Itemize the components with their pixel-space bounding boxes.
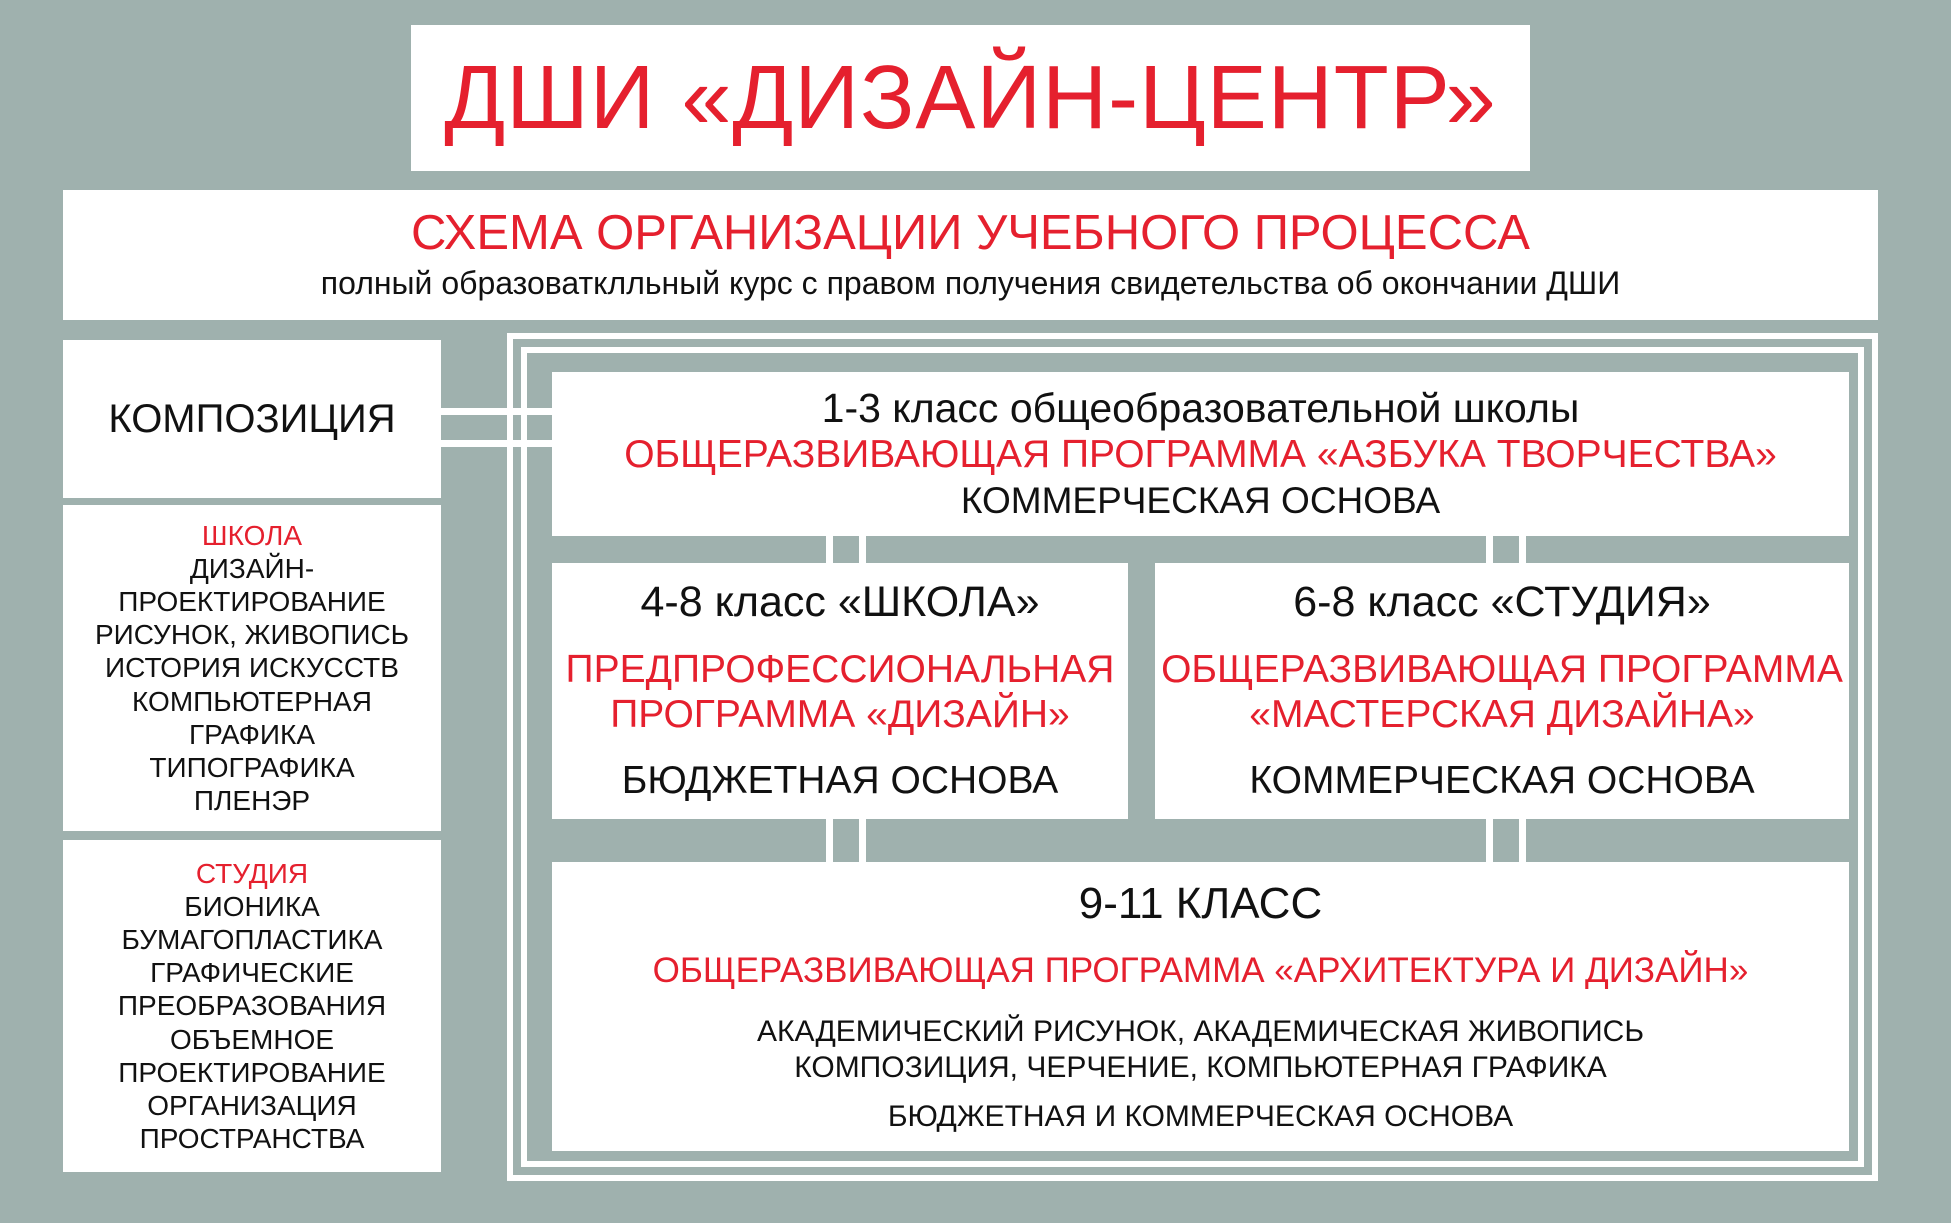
school-subjects-box [63, 505, 441, 831]
grades-4-8-title: 4-8 класс «ШКОЛА» [640, 578, 1040, 627]
grades-6-8-program: ОБЩЕРАЗВИВАЮЩАЯ ПРОГРАММА [1161, 648, 1843, 692]
grades-6-8-box [1155, 563, 1849, 819]
connector-rail [859, 819, 866, 862]
grades-4-8-box [552, 563, 1128, 819]
connector-rail [1519, 536, 1526, 563]
school-subject: ТИПОГРАФИКА [149, 751, 355, 783]
header-box [63, 190, 1878, 320]
school-subject: ПРОЕКТИРОВАНИЕ [118, 586, 386, 618]
grades-4-8-program: ПРЕДПРОФЕССИОНАЛЬНАЯ [565, 648, 1115, 692]
studio-subject: ПРОЕКТИРОВАНИЕ [118, 1056, 386, 1088]
school-heading: ШКОЛА [201, 520, 303, 552]
school-subject: ДИЗАЙН- [189, 553, 315, 585]
grades-1-3-program: ОБЩЕРАЗВИВАЮЩАЯ ПРОГРАММА «АЗБУКА ТВОРЧЕСТВА» [624, 432, 1777, 476]
school-subject: ГРАФИКА [188, 718, 316, 750]
grades-1-3-box [552, 372, 1849, 536]
school-subject: ПЛЕНЭР [193, 784, 311, 816]
scheme-subheading: полный образоватклльный курс с правом получения свидетельства об окончании ДШИ [320, 264, 1621, 301]
grades-9-11-box [552, 862, 1849, 1151]
grades-9-11-basis: БЮДЖЕТНАЯ И КОММЕРЧЕСКАЯ ОСНОВА [887, 1100, 1514, 1134]
composition-label: КОМПОЗИЦИЯ [108, 396, 396, 441]
grades-4-8-program: ПРОГРАММА «ДИЗАЙН» [610, 693, 1070, 737]
school-subject: КОМПЬЮТЕРНАЯ [132, 685, 372, 717]
grades-1-3-basis: КОММЕРЧЕСКАЯ ОСНОВА [960, 479, 1441, 521]
studio-subject: ПРОСТРАНСТВА [139, 1122, 365, 1154]
studio-subjects-box [63, 840, 441, 1172]
grades-6-8-title: 6-8 класс «СТУДИЯ» [1293, 578, 1711, 627]
grades-1-3-title: 1-3 класс общеобразовательной школы [821, 384, 1580, 431]
grades-9-11-program: ОБЩЕРАЗВИВАЮЩАЯ ПРОГРАММА «АРХИТЕКТУРА И ДИЗАЙН» [652, 950, 1749, 990]
school-subject: РИСУНОК, ЖИВОПИСЬ [94, 619, 410, 651]
title-box [411, 25, 1530, 171]
connector-rail [859, 536, 866, 563]
studio-subject: БИОНИКА [184, 891, 320, 923]
grades-9-11-title: 9-11 КЛАСС [1078, 878, 1323, 928]
studio-subject: ПРЕОБРАЗОВАНИЯ [117, 990, 387, 1022]
connector-rail [441, 408, 552, 415]
studio-subject: ГРАФИЧЕСКИЕ [150, 957, 354, 989]
connector-rail [1486, 819, 1493, 862]
connector-rail [1519, 819, 1526, 862]
studio-subject: ОБЪЕМНОЕ [169, 1023, 335, 1055]
studio-heading: СТУДИЯ [195, 858, 309, 890]
page-title: ДШИ «ДИЗАЙН-ЦЕНТР» [444, 48, 1497, 148]
connector-rail [826, 536, 833, 563]
grades-9-11-subjects: КОМПОЗИЦИЯ, ЧЕРЧЕНИЕ, КОМПЬЮТЕРНАЯ ГРАФИКА [794, 1051, 1607, 1085]
studio-subject: ОРГАНИЗАЦИЯ [147, 1089, 357, 1121]
school-subject: ИСТОРИЯ ИСКУССТВ [105, 652, 399, 684]
scheme-heading: СХЕМА ОРГАНИЗАЦИИ УЧЕБНОГО ПРОЦЕССА [411, 206, 1530, 261]
connector-rail [826, 819, 833, 862]
composition-box [63, 340, 441, 498]
connector-rail [441, 440, 552, 447]
connector-rail [1486, 536, 1493, 563]
grades-6-8-program: «МАСТЕРСКАЯ ДИЗАЙНА» [1249, 693, 1755, 737]
grades-6-8-basis: КОММЕРЧЕСКАЯ ОСНОВА [1249, 759, 1755, 803]
grades-4-8-basis: БЮДЖЕТНАЯ ОСНОВА [621, 759, 1059, 803]
studio-subject: БУМАГОПЛАСТИКА [121, 924, 383, 956]
grades-9-11-subjects: АКАДЕМИЧЕСКИЙ РИСУНОК, АКАДЕМИЧЕСКАЯ ЖИВОПИСЬ [756, 1015, 1645, 1049]
